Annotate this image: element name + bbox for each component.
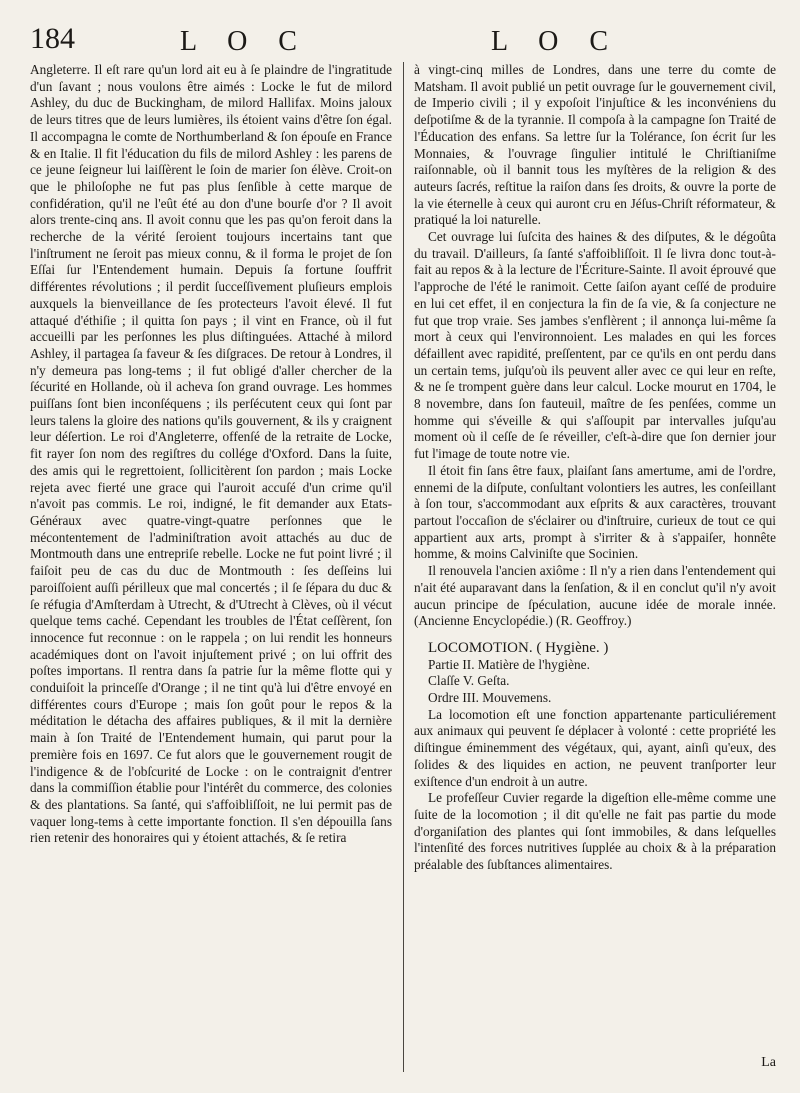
entry-meta-line: Partie II. Matière de l'hygiène. <box>428 656 590 672</box>
right-column <box>414 62 776 1072</box>
entry-meta-line: Ordre III. Mouvemens. <box>428 690 552 706</box>
entry-meta-line: Claſſe V. Geſta. <box>428 673 510 689</box>
paragraph: Angleterre. Il eſt rare qu'un lord ait eu à ſe plaindre de l'ingratitude d'un ſavant ; nous voulons être aimés : Locke le fut de milord Ashley, du duc de Buckingham, de milord Hallifax. Moins jaloux de leurs titres que de leurs lumières, ils étoient vains d'être ſon égal. Il accompagna le comte de Northumberland & ſon épouſe en France & en Italie. Il fit l'éducation du fils de milord Ashley : les parens de ce jeune ſeigneur lui laiſſèrent le ſoin de marier ſon élève. Croit-on que le philoſophe ne fut pas plus ſenſible à cette marque de confidération, qu'il ne l'eût été au don d'une bourſe d'or ? Il avoit alors trente-cinq ans. Il avoit connu que les pas qu'on feroit dans la recherche de la vérité ſeroient toujours incertains tant que l'inſtrument ne ſeroit pas mieux connu, & il forma le projet de ſon Eſſai ſur l'Entendement humain. Depuis ſa fortune ſouffrit différentes révolutions ; il perdit ſucceſſivement pluſieurs emplois auxquels la bienveillance de ſes protecteurs l'avoit élevé. Il fut attaqué d'éthiſie ; il quitta ſon pays ; il vint en France, où il fut accueilli par les perſonnes les plus diſtinguées. Attaché à milord Ashley, il partagea ſa faveur & ſes diſgraces. De retour à Londres, il n'y demeura pas long-tems ; il fut obligé d'aller chercher de la ſécurité en Hollande, où il acheva ſon grand ouvrage. Les hommes puiſſans ſont bien inconſéquens ; ils perſécutent ceux qui ſont par leurs talens la gloire des nations qu'ils gouvernent, & ils y craignent leur déſertion. Le roi d'Angleterre, offenſé de la retraite de Locke, fit rayer ſon nom des regiſtres du collége d'Oxford. Dans la ſuite, des amis qui le regrettoient, ſollicitèrent ſon pardon ; mais Locke rejeta avec fierté une grace qui l'auroit accuſé d'un crime qu'il n'avoit pas commis. Le roi, indigné, le fit demander aux Etats-Généraux avec quatre-vingt-quatre perſonnes que le mécontentement de l'adminiſtration avoit attachés au duc de Montmouth dans une entrepriſe rebelle. Locke ne fut point livré ; il faiſoit peu de cas du duc de Montmouth : ſes deſſeins lui paroiſſoient auſſi périlleux que mal concertés ; il ſe ſépara du duc & ſe réfugia d'Amſterdam à Utrecht, & d'Utrecht à Clèves, où il vécut quelque tems caché. Cependant les troubles de l'État ceſſèrent, ſon innocence fut reconnue : on le rappela ; on lui rendit les honneurs académiques dont on l'avoit injuſtement privé ; on lui offrit des poſtes importans. Il rentra dans ſa patrie ſur la même flotte qui y conduiſoit la princeſſe d'Orange ; il ne tint qu'à lui d'être envoyé en différentes cours d'Europe ; mais ſon goût pour le repos & la méditation le détacha des affaires publiques, & il mit la dernière main à ſon Traité de l'Entendement humain, qui parut pour la première fois en 1697. Ce fut alors que le gouvernement rougit de l'indigence & de l'obſcurité de Locke : on le contraignit d'entrer dans la commiſſion établie pour l'intérêt du commerce, des colonies & des plantations. Sa ſanté, qui s'affoibliſſoit, ne lui permit pas de vaquer long-tems à cette importante fonction. Il s'en dépouilla ſans rien retenir des honoraires qui y étoient attachés, & ſe retira <box>30 62 392 846</box>
running-head-left: L O C <box>180 26 309 57</box>
paragraph: Il étoit fin ſans être faux, plaiſant ſans amertume, ami de l'ordre, ennemi de la diſpute, conſultant volontiers les autres, les conſeillant à ſon tour, s'accommodant aux eſprits & aux caractères, trouvant partout l'occaſion de s'éclairer ou d'inſtruire, curieux de tout ce qui appartient aux arts, prompt à s'irriter & à s'appaiſer, honnête homme, & moins Calviniſte que Socinien. <box>414 462 776 562</box>
column-divider <box>403 62 404 1072</box>
entry-paragraph: La locomotion eſt une fonction appartenante particuliérement aux animaux qui peuvent ſe déplacer à volonté : cette propriété les diſtingue éminemment des végétaux, qui, ayant, ainſi qu'eux, des ſolides & des liquides en action, ne peuvent tranſporter leur exiſtence d'un endroit à un autre. <box>414 706 776 789</box>
paragraph: Cet ouvrage lui ſuſcita des haines & des diſputes, & le dégoûta du travail. D'ailleurs, ſa ſanté s'affoibliſſoit. Il ſe livra donc tout-à-fait au repos & à la lecture de l'Écriture-Sainte. Il avoit éprouvé que l'approche de l'été le ranimoit. Cette ſaiſon ayant ceſſé de produire en lui cet effet, il en conjectura la fin de ſa vie, & ſa conjecture ne fut que trop vraie. Ses jambes s'enflèrent ; il annonça lui-même ſa mort à ceux qui l'environnoient. Les malades en qui les forces défaillent avec rapidité, preſſentent, par ce qu'ils en ont perdu dans un certain tems, juſqu'où ils peuvent aller avec ce qui leur en reſte, & ne ſe trompent guère dans leur calcul. Locke mourut en 1704, le 8 novembre, dans ſon fauteuil, maître de ſes penſées, comme un homme qui s'éveille & qui s'aſſoupit par intervalles juſqu'au moment où il ceſſe de ſe réveiller, c'eſt-à-dire que ſon dernier jour fut l'image de toute notre vie. <box>414 229 776 462</box>
entry-paragraph: Le profeſſeur Cuvier regarde la digeſtion elle-même comme une ſuite de la locomotion ; il dit qu'elle ne fait pas partie du mode d'organiſation des plantes qui ſont immobiles, & dans leſquelles l'intenſité des forces nutritives ſupplée au choix & à la préparation préalable des ſubſtances alimentaires. <box>414 790 776 873</box>
running-head-right: L O C <box>491 26 620 57</box>
paragraph: Il renouvela l'ancien axiôme : Il n'y a rien dans l'entendement qui n'ait été auparavant dans la ſenſation, & il en conclut qu'il n'y avoit aucun principe de ſpéculation, aucune idée de morale innée. (Ancienne Encyclopédie.) (R. Geoffroy.) <box>414 563 776 629</box>
entry-heading: LOCOMOTION. ( Hygiène. ) <box>428 639 609 656</box>
catchword: La <box>761 1055 776 1071</box>
left-column <box>30 62 392 1072</box>
page-header <box>30 22 770 62</box>
text-columns <box>30 62 776 1072</box>
paragraph: à vingt-cinq milles de Londres, dans une terre du comte de Matsham. Il avoit publié un petit ouvrage ſur le gouvernement civil, de Imperio civili ; il y expoſoit l'injuſtice & les inconvéniens du deſpotiſme & de la tyrannie. Il compoſa à la campagne ſon Traité de l'Éducation des enfans. Sa lettre ſur la Tolérance, ſon écrit ſur les Monnaies, & l'ouvrage ſingulier intitulé le Chriſtianiſme raiſonnable, où il bannit tous les myſtères de la religion & des auteurs ſacrés, reſtitue la raiſon dans ſes droits, & ouvre la porte de la vie éternelle à ceux qui auront cru en Jéſus-Chriſt réformateur, & pratiqué la loi naturelle. <box>414 62 776 228</box>
page-number: 184 <box>30 22 75 55</box>
